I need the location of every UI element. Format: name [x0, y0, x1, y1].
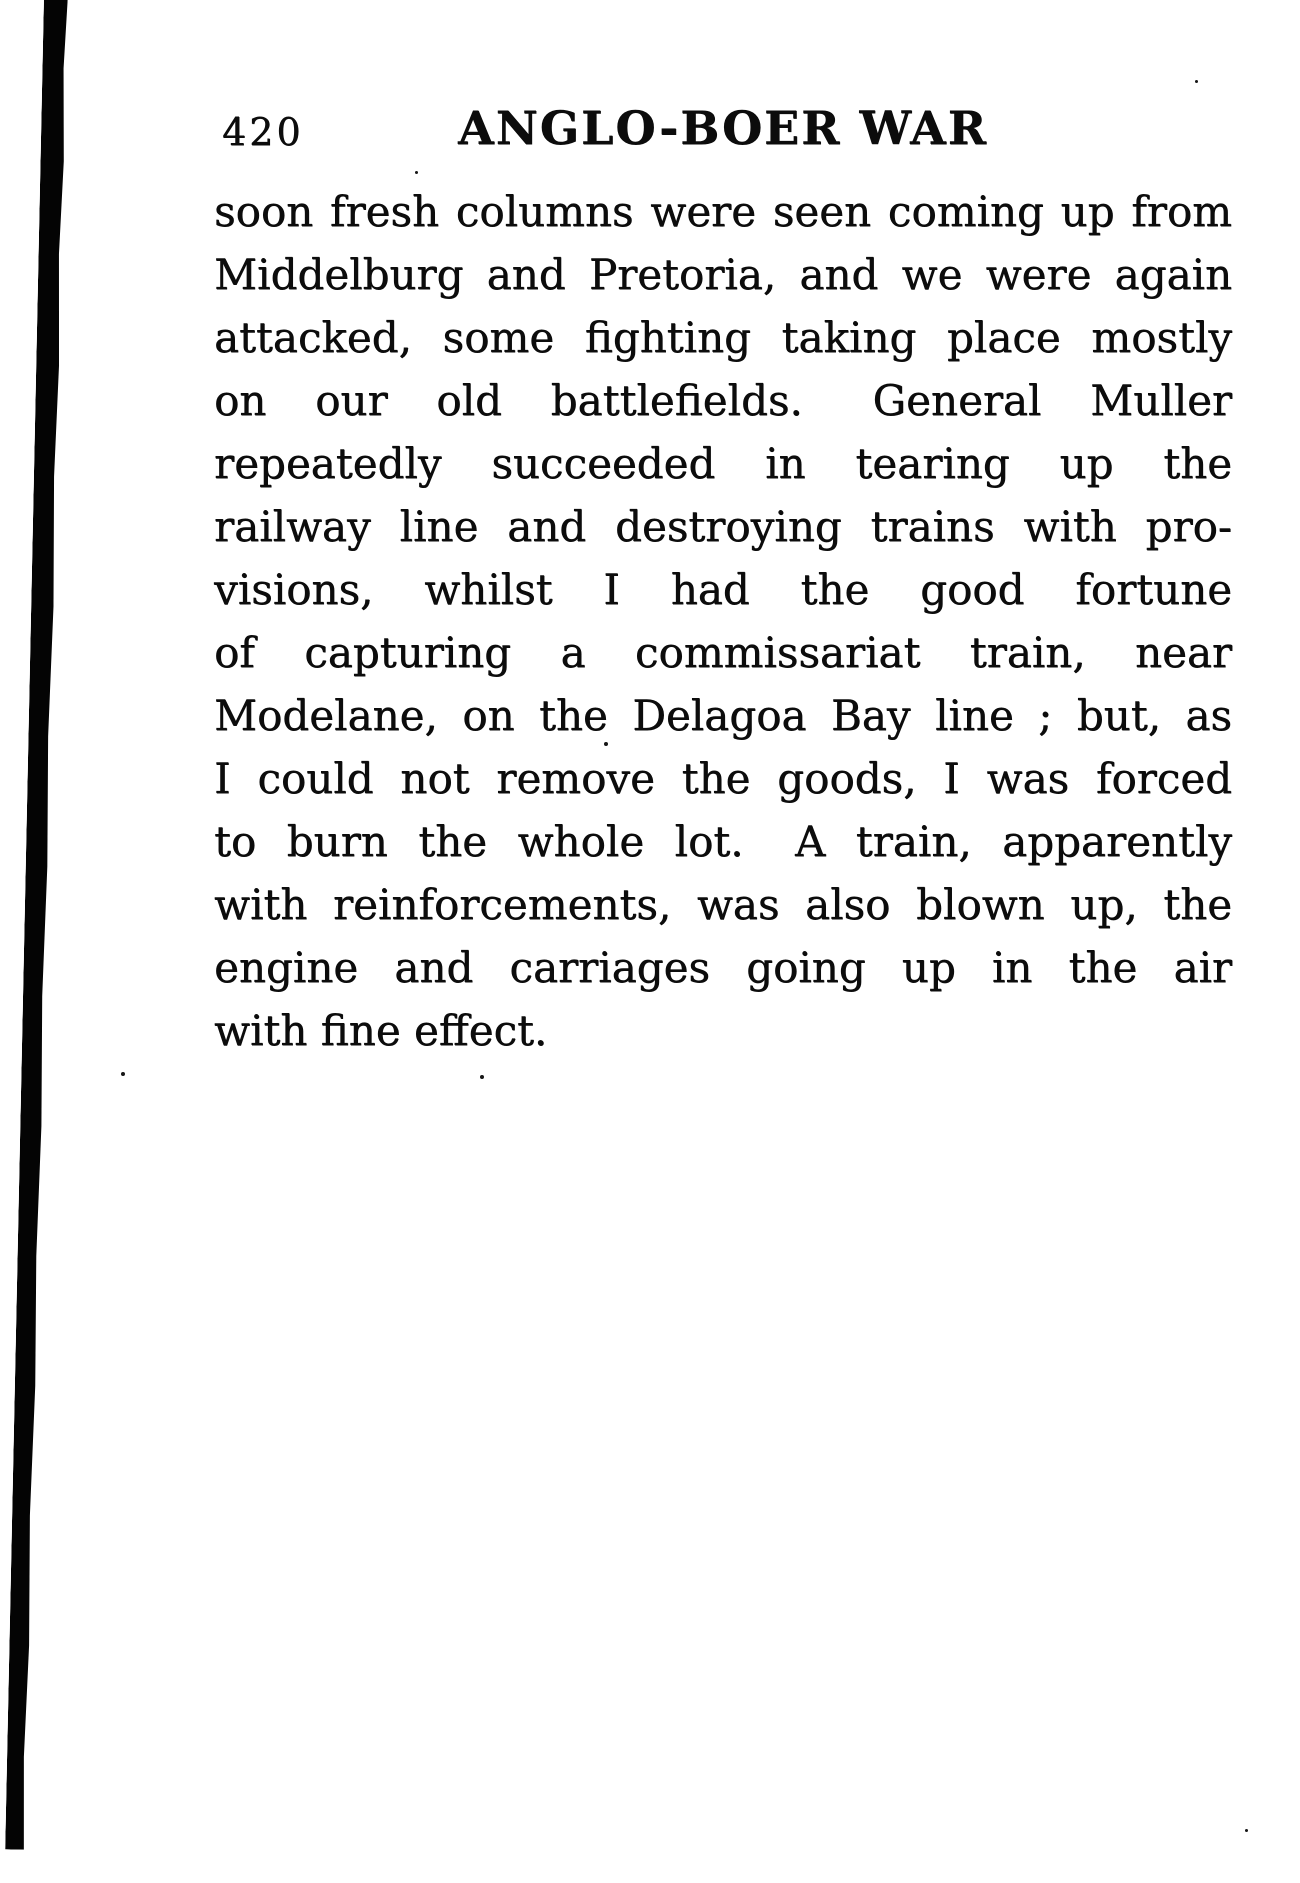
text-line: railway line and destroying trains with pro- — [214, 502, 1232, 551]
ink-speck — [1195, 80, 1198, 83]
ink-speck — [415, 171, 418, 174]
text-line: to burn the whole lot. A train, apparently — [214, 817, 1232, 866]
text-line: on our old battlefields. General Muller — [214, 376, 1232, 425]
text-line: visions, whilst I had the good fortune — [214, 565, 1232, 614]
text-line: soon fresh columns were seen coming up from — [214, 187, 1232, 236]
page-number: 420 — [222, 110, 304, 154]
text-line: I could not remove the goods, I was forced — [214, 754, 1232, 803]
text-line: repeatedly succeeded in tearing up the — [214, 439, 1232, 488]
running-head — [214, 0, 1232, 170]
binding-shadow-artifact — [5, 0, 68, 1850]
ink-speck — [1245, 1829, 1248, 1832]
text-line: of capturing a commissariat train, near — [214, 628, 1232, 677]
text-line: with fine effect. — [214, 1006, 548, 1055]
text-line: attacked, some fighting taking place mostly — [214, 313, 1232, 362]
ink-speck — [121, 1072, 125, 1076]
text-line: with reinforcements, was also blown up, the — [214, 880, 1232, 929]
ink-speck — [604, 742, 608, 746]
running-header-title: ANGLO-BOER WAR — [458, 101, 988, 155]
ink-speck — [480, 1075, 484, 1079]
text-line: Middelburg and Pretoria, and we were again — [214, 250, 1232, 299]
text-line: engine and carriages going up in the air — [214, 943, 1232, 992]
body-text-block — [214, 180, 1232, 1062]
text-line: Modelane, on the Delagoa Bay line ; but, as — [214, 691, 1232, 740]
